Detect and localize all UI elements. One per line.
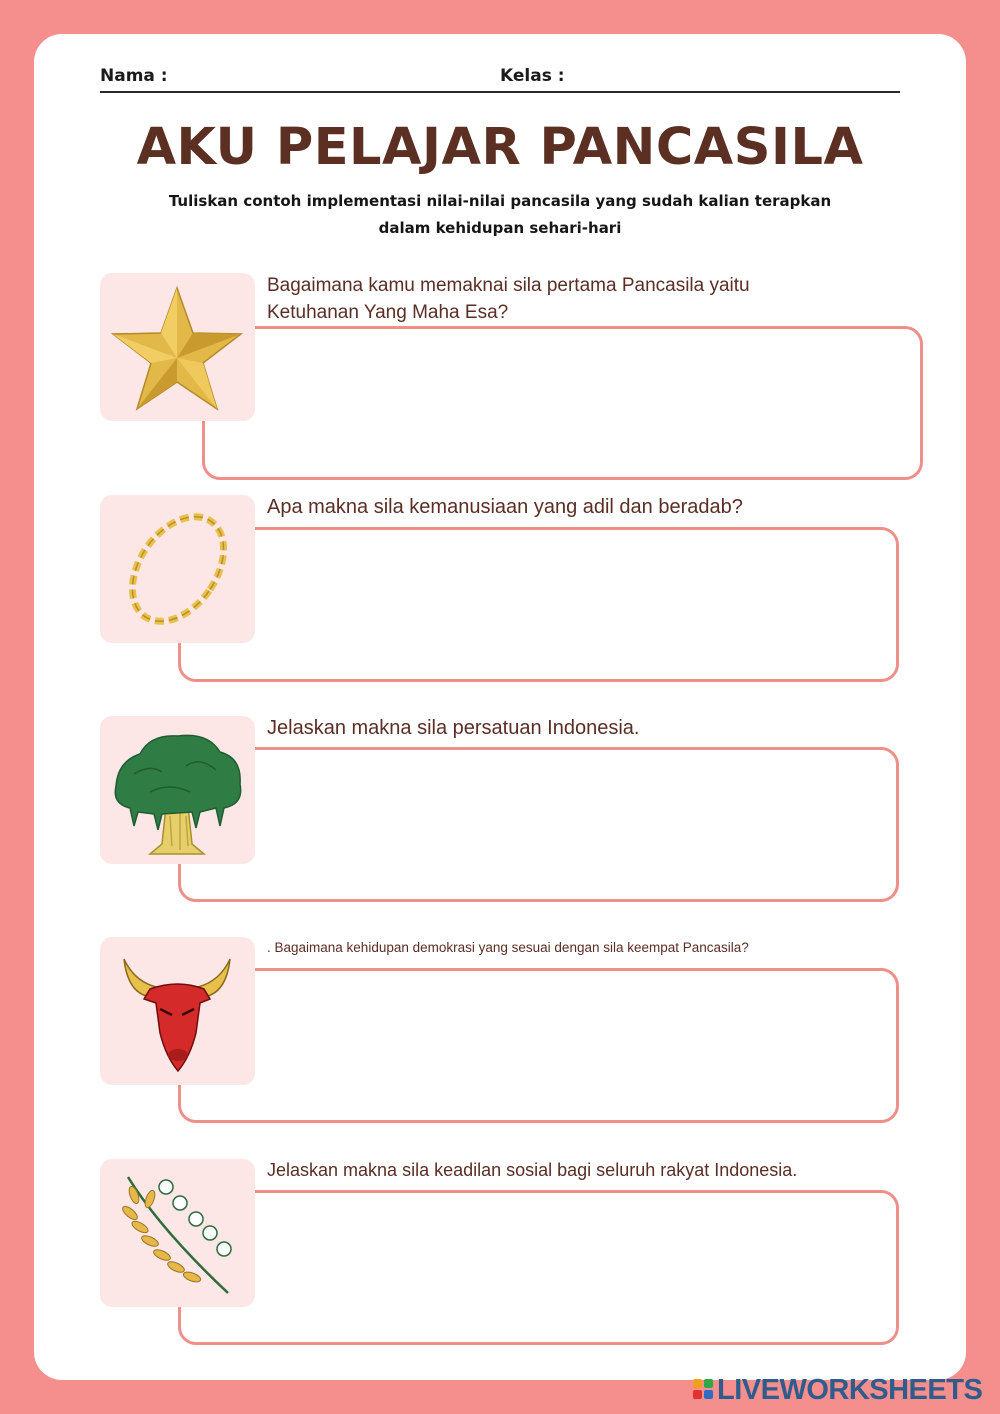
instructions-line-2: dalam kehidupan sehari-hari (378, 219, 622, 237)
question-1-line-2: Ketuhanan Yang Maha Esa? (267, 302, 509, 323)
question-1-line-1: Bagaimana kamu memaknai sila pertama Pancasila yaitu (267, 275, 750, 296)
question-4-line-1: . Bagaimana kehidupan demokrasi yang sesuai dengan sila keempat Pancasila? (267, 940, 749, 955)
answer-box-5[interactable] (178, 1190, 899, 1345)
instructions (150, 188, 850, 242)
answer-box-1[interactable] (202, 326, 923, 480)
page-title: AKU PELAJAR PANCASILA (136, 118, 864, 177)
answer-box-3[interactable] (178, 747, 899, 902)
instructions-line-1: Tuliskan contoh implementasi nilai-nilai pancasila yang sudah kalian terapkan (168, 192, 832, 210)
header-underline (100, 91, 900, 93)
name-input[interactable] (170, 64, 494, 90)
question-5 (267, 1157, 797, 1184)
bull-head-icon (100, 937, 255, 1085)
liveworksheets-logo-icon (693, 1377, 715, 1403)
answer-box-2[interactable] (178, 527, 899, 682)
icon-card-3 (100, 716, 255, 864)
star-icon (100, 273, 255, 421)
question-2-line-1: Apa makna sila kemanusiaan yang adil dan beradab? (267, 496, 743, 518)
liveworksheets-logo (693, 1374, 982, 1406)
class-label: Kelas : (500, 66, 565, 86)
name-label: Nama : (100, 66, 168, 86)
liveworksheets-text: LIVEWORKSHEETS (717, 1373, 983, 1406)
rice-cotton-icon (100, 1159, 255, 1307)
question-1 (267, 272, 750, 326)
icon-card-1 (100, 273, 255, 421)
answer-box-4[interactable] (178, 968, 899, 1123)
icon-card-2 (100, 495, 255, 643)
chain-icon (100, 495, 255, 643)
banyan-tree-icon (100, 716, 255, 864)
question-5-line-1: Jelaskan makna sila keadilan sosial bagi seluruh rakyat Indonesia. (267, 1160, 798, 1180)
question-3-line-1: Jelaskan makna sila persatuan Indonesia. (267, 717, 640, 739)
question-4 (267, 934, 749, 961)
question-3 (267, 715, 639, 742)
icon-card-5 (100, 1159, 255, 1307)
icon-card-4 (100, 937, 255, 1085)
question-2 (267, 494, 743, 521)
class-input[interactable] (572, 64, 896, 90)
